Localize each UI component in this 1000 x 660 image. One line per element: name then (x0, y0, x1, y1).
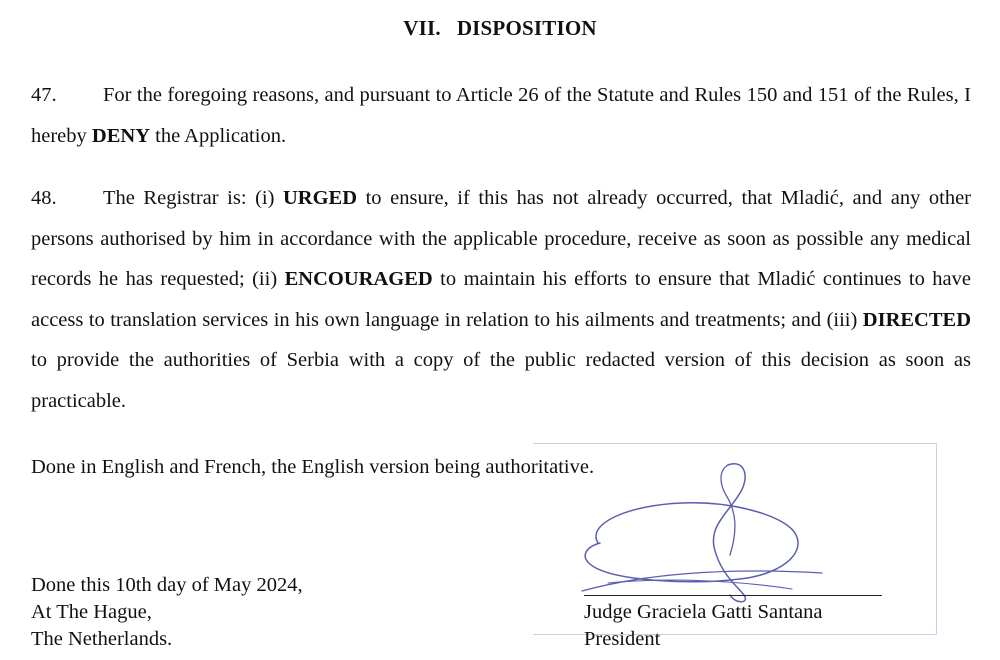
handwritten-signature (560, 455, 860, 610)
section-number: VII. (403, 16, 441, 40)
place-date-line-3: The Netherlands. (31, 628, 173, 650)
signature-line (584, 595, 882, 596)
paragraph-emphasis: ENCOURAGED (284, 268, 433, 290)
place-date-line-1: Done this 10th day of May 2024, (31, 574, 303, 596)
paragraph-text: The Registrar is: (i) (103, 187, 283, 209)
signatory-title: President (584, 628, 661, 650)
paragraph-48 (31, 178, 971, 421)
paragraph-47 (31, 75, 971, 156)
place-date-line-2: At The Hague, (31, 601, 152, 623)
paragraph-emphasis: DIRECTED (862, 308, 971, 331)
paragraph-text: to maintain his efforts to ensure that Mladić continues to have access to translation services in his own language in relation to his ailments and treatments; and (iii) (31, 268, 972, 331)
paragraph-number: 47. (31, 84, 57, 106)
done-languages-line: Done in English and French, the English version being authoritative. (31, 456, 595, 478)
paragraph-emphasis: URGED (283, 187, 358, 209)
paragraph-emphasis: DENY (91, 124, 150, 147)
section-title: DISPOSITION (456, 16, 597, 40)
paragraph-text: to ensure, if this has not already occurred, that Mladić, and any other persons authorised by him in accordance with the applicable procedure, receive as soon as possible any medical records he has requested; (ii) (31, 187, 972, 290)
signatory-name: Judge Graciela Gatti Santana (584, 601, 823, 623)
paragraph-text: to provide the authorities of Serbia with a copy of the public redacted version of this decision as soon as practicable. (31, 349, 971, 412)
paragraph-text: the Application. (150, 124, 287, 147)
section-heading (0, 16, 1000, 41)
paragraph-number: 48. (31, 187, 57, 209)
paragraph-text: For the foregoing reasons, and pursuant to Article 26 of the Statute and Rules 150 and 151 of the Rules, I hereby (31, 84, 971, 147)
